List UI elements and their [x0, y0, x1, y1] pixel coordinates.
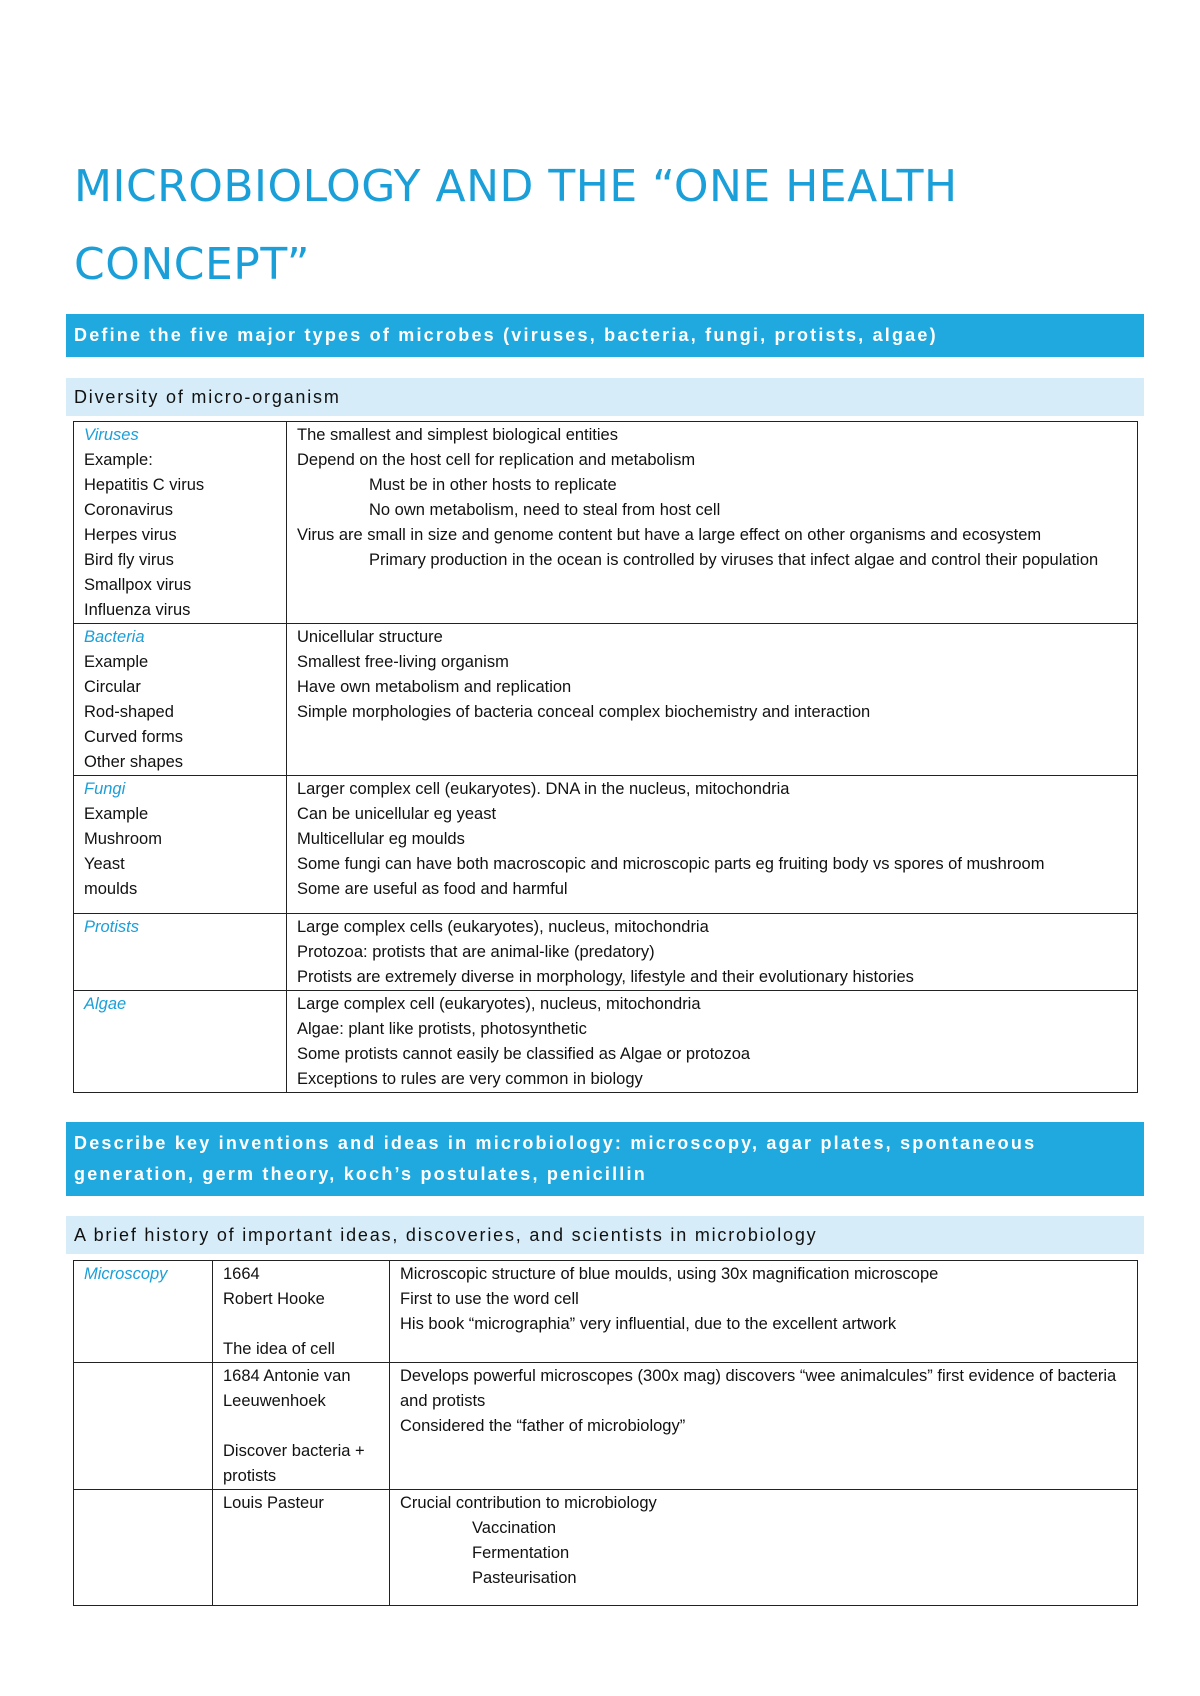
- subheading-history: A brief history of important ideas, discoveries, and scientists in microbiology: [66, 1216, 1144, 1254]
- scientist-cell: [213, 1261, 390, 1363]
- scientist-line: [223, 1414, 379, 1439]
- example-item: Coronavirus: [84, 501, 173, 519]
- example-item: Example: [84, 653, 149, 671]
- example-item: Other shapes: [84, 753, 184, 771]
- description-line: Protists are extremely diverse in morphology, lifestyle and their evolutionary histories: [297, 968, 914, 986]
- subheading-diversity: Diversity of micro-organism: [66, 378, 1144, 416]
- scientist-line: [223, 1312, 379, 1337]
- table-row: [74, 914, 1138, 991]
- example-item: Hepatitis C virus: [84, 476, 205, 494]
- category-cell: [74, 991, 287, 1093]
- category-label: Bacteria: [84, 628, 145, 646]
- description-line: The smallest and simplest biological entities: [297, 426, 618, 444]
- scientist-cell: [213, 1363, 390, 1490]
- description-line: Unicellular structure: [297, 628, 443, 646]
- category-label: Protists: [84, 918, 140, 936]
- example-item: Example:: [84, 451, 153, 469]
- description-cell: [287, 624, 1138, 776]
- description-cell: [287, 914, 1138, 991]
- table-row: [74, 1490, 1138, 1606]
- history-table: [73, 1260, 1138, 1606]
- description-cell: [287, 991, 1138, 1093]
- description-line: Must be in other hosts to replicate: [369, 476, 617, 494]
- category-cell: [74, 1490, 213, 1606]
- category-label: Fungi: [84, 780, 126, 798]
- detail-line: Vaccination: [472, 1519, 557, 1537]
- scientist-line: 1664: [223, 1265, 260, 1283]
- table-row: [74, 1363, 1138, 1490]
- scientist-line: Robert Hooke: [223, 1290, 325, 1308]
- example-item: Herpes virus: [84, 526, 177, 544]
- scientist-line: 1684 Antonie van Leeuwenhoek: [223, 1367, 351, 1410]
- description-line: Can be unicellular eg yeast: [297, 805, 497, 823]
- category-label: Viruses: [84, 426, 139, 444]
- detail-line: Fermentation: [472, 1544, 570, 1562]
- category-label: Microscopy: [84, 1265, 168, 1283]
- scientist-line: Discover bacteria + protists: [223, 1442, 365, 1485]
- example-item: Circular: [84, 678, 141, 696]
- description-line: Protozoa: protists that are animal-like (predatory): [297, 943, 655, 961]
- example-item: Curved forms: [84, 728, 184, 746]
- category-cell: [74, 914, 287, 991]
- details-cell: [390, 1261, 1138, 1363]
- description-line: Smallest free-living organism: [297, 653, 509, 671]
- description-line: Large complex cell (eukaryotes), nucleus, mitochondria: [297, 995, 701, 1013]
- category-cell: [74, 1363, 213, 1490]
- scientist-line: The idea of cell: [223, 1340, 335, 1358]
- description-line: Simple morphologies of bacteria conceal complex biochemistry and interaction: [297, 703, 871, 721]
- details-cell: [390, 1490, 1138, 1606]
- description-cell: [287, 422, 1138, 624]
- description-line: Multicellular eg moulds: [297, 830, 465, 848]
- category-label: Algae: [84, 995, 127, 1013]
- table-row: [74, 422, 1138, 624]
- description-line: Virus are small in size and genome content but have a large effect on other organisms and ecosystem: [297, 526, 1042, 544]
- table-row: [74, 776, 1138, 914]
- detail-line: Crucial contribution to microbiology: [400, 1494, 657, 1512]
- description-line: Some are useful as food and harmful: [297, 880, 568, 898]
- section-heading-inventions: Describe key inventions and ideas in microbiology: microscopy, agar plates, spontaneous generation, germ theory, koch’s postulates, penicillin: [66, 1122, 1144, 1196]
- details-cell: [390, 1363, 1138, 1490]
- page-title: MICROBIOLOGY AND THE “ONE HEALTH CONCEPT”: [74, 161, 958, 290]
- description-line: Have own metabolism and replication: [297, 678, 572, 696]
- description-line: Large complex cells (eukaryotes), nucleus, mitochondria: [297, 918, 709, 936]
- detail-line: Microscopic structure of blue moulds, using 30x magnification microscope: [400, 1265, 939, 1283]
- category-cell: [74, 1261, 213, 1363]
- table-row: [74, 1261, 1138, 1363]
- description-line: Larger complex cell (eukaryotes). DNA in the nucleus, mitochondria: [297, 780, 790, 798]
- category-cell: [74, 624, 287, 776]
- description-line: Exceptions to rules are very common in biology: [297, 1070, 643, 1088]
- detail-line: Develops powerful microscopes (300x mag) discovers “wee animalcules” first evidence of bacteria and protists: [400, 1367, 1117, 1410]
- description-line: Depend on the host cell for replication and metabolism: [297, 451, 696, 469]
- table-row: [74, 991, 1138, 1093]
- example-item: moulds: [84, 880, 138, 898]
- description-line: Some protists cannot easily be classified as Algae or protozoa: [297, 1045, 751, 1063]
- table-row: [74, 624, 1138, 776]
- category-cell: [74, 422, 287, 624]
- example-item: Yeast: [84, 855, 125, 873]
- scientist-cell: [213, 1490, 390, 1606]
- example-item: Influenza virus: [84, 601, 191, 619]
- scientist-line: Louis Pasteur: [223, 1494, 324, 1512]
- example-item: Bird fly virus: [84, 551, 174, 569]
- example-item: Rod-shaped: [84, 703, 174, 721]
- example-item: Example: [84, 805, 149, 823]
- example-item: Mushroom: [84, 830, 162, 848]
- detail-line: His book “micrographia” very influential, due to the excellent artwork: [400, 1315, 897, 1333]
- detail-line: Considered the “father of microbiology”: [400, 1417, 686, 1435]
- section-heading-microbe-types: Define the five major types of microbes (viruses, bacteria, fungi, protists, algae): [66, 314, 1144, 357]
- example-item: Smallpox virus: [84, 576, 192, 594]
- description-line: Some fungi can have both macroscopic and microscopic parts eg fruiting body vs spores of mushroom: [297, 855, 1045, 873]
- description-line: Primary production in the ocean is controlled by viruses that infect algae and control their population: [369, 551, 1099, 569]
- detail-line: First to use the word cell: [400, 1290, 579, 1308]
- description-line: No own metabolism, need to steal from host cell: [369, 501, 721, 519]
- description-cell: [287, 776, 1138, 914]
- detail-line: Pasteurisation: [472, 1569, 577, 1587]
- category-cell: [74, 776, 287, 914]
- microbe-types-table: [73, 421, 1138, 1093]
- description-line: Algae: plant like protists, photosynthetic: [297, 1020, 587, 1038]
